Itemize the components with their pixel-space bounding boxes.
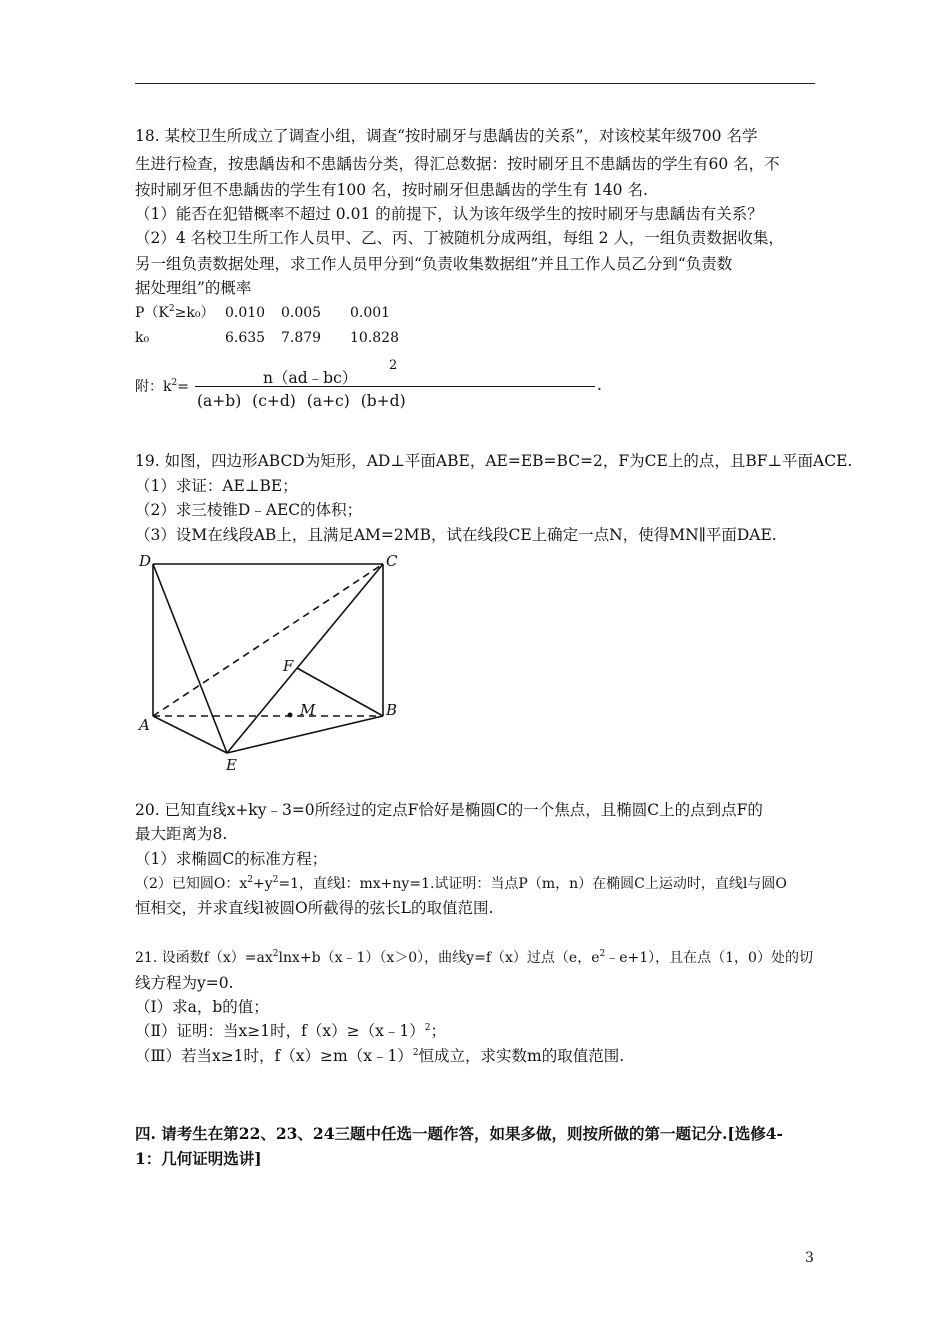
label-F: F	[283, 657, 294, 675]
formula-denominator: (a+b) (c+d) (a+c) (b+d)	[197, 392, 406, 410]
q20-part2-line1: （2）已知圆O：$x^2+y^2=1$，直线l：mx+ny=1.试证明：当点P（m，n）在椭圆C上运动时，直线l与圆O	[135, 875, 787, 892]
label-C: C	[386, 552, 398, 570]
edge-AE	[153, 716, 227, 753]
q19-part3: （3）设M在线段AB上，且满足AM=2MB，试在线段CE上确定一点N，使得MN∥平面DAE.	[135, 526, 777, 544]
q18-part2-line2: 另一组负责数据处理，求工作人员甲分到“负责收集数据组”并且工作人员乙分到“负责数	[135, 255, 733, 273]
row2-value: 6.635	[225, 330, 266, 346]
q19-part2: （2）求三棱锥D﹣AEC的体积；	[135, 501, 363, 519]
q21-part1: （Ⅰ）求a，b的值；	[135, 998, 269, 1016]
q20-part1: （1）求椭圆C的标准方程；	[135, 850, 328, 868]
formula-label: 附：$k^2=$	[135, 378, 189, 395]
label-D: D	[139, 552, 152, 570]
q21-line1: 21. 设函数$f(x)=ax^2\ln x+b(x﹣1)(x>0)$，曲线y=f（x）过点（e，$e^2﹣e+1$），且在点（1，0）处的切	[135, 949, 813, 966]
edge-CE	[227, 564, 383, 753]
section4-heading-line2: 1：几何证明选讲]	[135, 1149, 262, 1168]
q18-part1: （1）能否在犯错概率不超过 0.01 的前提下，认为该年级学生的按时刷牙与患龋齿有关系？	[135, 205, 763, 223]
page-number: 3	[805, 1250, 814, 1266]
q19-part1: （1）求证：AE⊥BE；	[135, 477, 298, 495]
label-B: B	[386, 701, 398, 719]
critical-table-row2	[135, 328, 825, 348]
geometry-figure	[135, 548, 410, 773]
row1-value: 0.010	[225, 305, 266, 321]
label-E: E	[226, 756, 237, 773]
section4-heading-line1: 四. 请考生在第22、23、24三题中任选一题作答，如果多做，则按所做的第一题记分.[选修4-	[135, 1124, 783, 1143]
k-squared-formula	[135, 358, 602, 418]
edge-AC	[153, 564, 383, 716]
header-rule	[135, 83, 815, 84]
q20-line1: 20. 已知直线x+ky﹣3=0所经过的定点F恰好是椭圆C的一个焦点，且椭圆C上的点到点F的	[135, 801, 763, 819]
row1-value: 0.001	[350, 305, 391, 321]
fraction-bar	[195, 386, 595, 387]
point-M	[288, 713, 293, 718]
formula-exponent: 2	[389, 358, 398, 373]
q21-part2: （Ⅱ）证明：当x≥1时，f（x）≥（x﹣1）$^2$；	[135, 1022, 446, 1040]
q21-line2: 线方程为y=0.	[135, 974, 234, 992]
edge-EB	[227, 716, 383, 753]
q18-line2: 生进行检查，按患龋齿和不患龋齿分类，得汇总数据：按时刷牙且不患龋齿的学生有60 名，不	[135, 155, 780, 173]
q20-line2: 最大距离为8.	[135, 825, 228, 843]
row2-label: k₀	[135, 330, 150, 346]
edge-DE	[153, 564, 227, 753]
q19-line1: 19. 如图，四边形ABCD为矩形，AD⊥平面ABE，AE=EB=BC=2，F为CE上的点，且BF⊥平面ACE.	[135, 452, 853, 470]
q18-line1: 18. 某校卫生所成立了调查小组，调查“按时刷牙与患龋齿的关系”，对该校某年级700 名学	[135, 127, 758, 145]
label-A: A	[139, 716, 150, 734]
q20-part2-line2: 恒相交，并求直线l被圆O所截得的弦长L的取值范围.	[135, 899, 494, 917]
critical-table-row1	[135, 303, 825, 323]
row1-label: $P(K^2\ge k_0)$	[135, 304, 215, 321]
formula-numerator: n（ad﹣bc）	[263, 369, 358, 387]
row1-value: 0.005	[281, 305, 322, 321]
q18-line3: 按时刷牙但不患龋齿的学生有100 名，按时刷牙但患龋齿的学生有 140 名.	[135, 181, 648, 199]
formula-period: .	[597, 376, 602, 394]
q18-part2-line3: 据处理组”的概率	[135, 279, 252, 297]
q18-part2-line1: （2）4 名校卫生所工作人员甲、乙、丙、丁被随机分成两组，每组 2 人，一组负责数据收集，	[135, 229, 784, 247]
q21-part3: （Ⅲ）若当x≥1时，f（x）≥m（x﹣1）$^2$恒成立，求实数m的取值范围.	[135, 1047, 625, 1065]
label-M: M	[300, 701, 316, 719]
row2-value: 10.828	[350, 330, 399, 346]
row2-value: 7.879	[281, 330, 322, 346]
